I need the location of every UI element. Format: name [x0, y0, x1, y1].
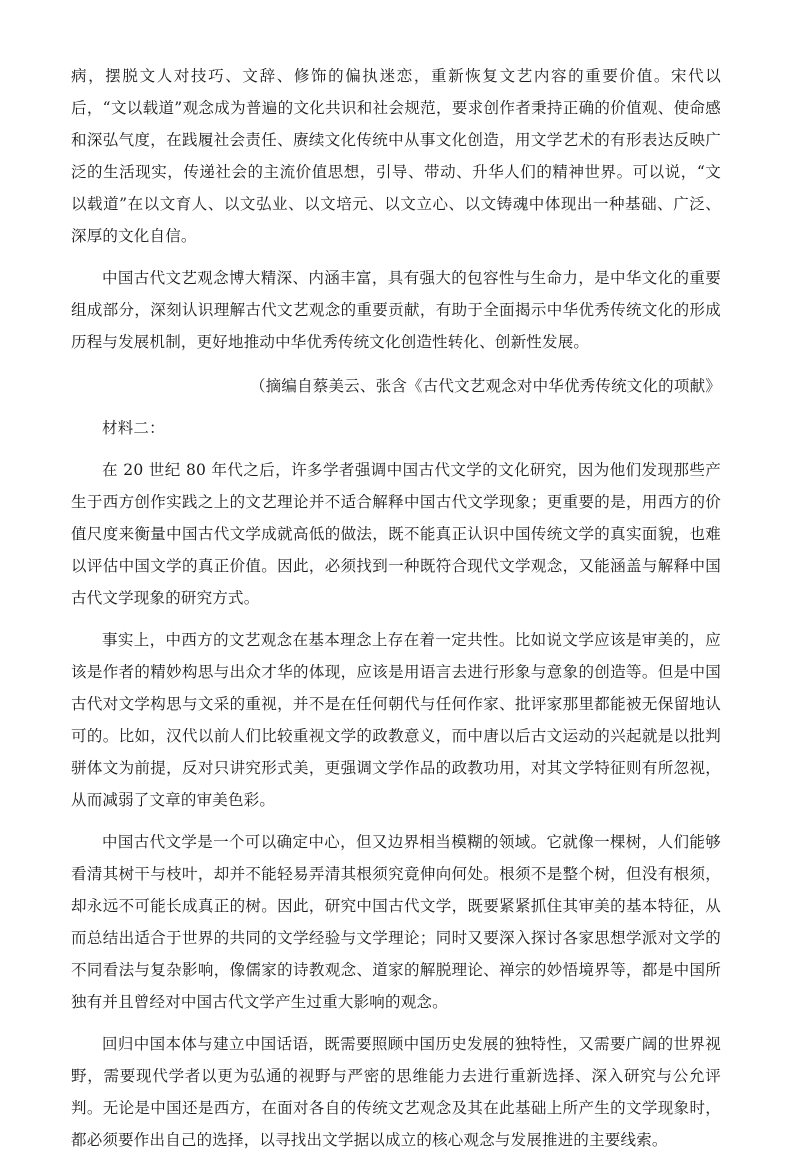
paragraph-summary: 中国古代文艺观念博大精深、内涵丰富，具有强大的包容性与生命力，是中华文化的重要组成部分，深刻认识理解古代文艺观念的重要贡献，有助于全面揭示中华优秀传统文化的形成历程与发展机制，更好地推动中华优秀传统文化创造性转化、创新性发展。	[71, 269, 721, 351]
paragraph-chinese-discourse: 回归中国本体与建立中国话语，既需要照顾中国历史发展的独特性，又需要广阔的世界视野，需要现代学者以更为弘通的视野与严密的思维能力去进行重新选择、深入研究与公允评判。无论是中国还是西方，在面对各自的传统文艺观念及其在此基础上所产生的文学现象时，都必须要作出自己的选择，以寻找出文学据以成立的核心观念与发展推进的主要线索。	[71, 1035, 721, 1149]
paragraph-research-method: 在 20 世纪 80 年代之后，许多学者强调中国古代文学的文化研究，因为他们发现那些产生于西方创作实践之上的文艺理论并不适合解释中国古代文学现象；更重要的是，用西方的价值尺度来衡量中国古代文学成就高低的做法，既不能真正认识中国传统文学的真实面貌，也难以评估中国文学的真正价值。因此，必须找到一种既符合现代文学观念，又能涵盖与解释中国古代文学现象的研究方式。	[71, 461, 721, 607]
source-citation: （摘编自蔡美云、张含《古代文艺观念对中华优秀传统文化的项献》	[249, 377, 721, 395]
paragraph-tree-metaphor: 中国古代文学是一个可以确定中心，但又边界相当模糊的领域。它就像一棵树，人们能够看清其树干与枝叶，却并不能轻易弄清其根须究竟伸向何处。根须不是整个树，但没有根须，却永远不可能长成真正的树。因此，研究中国古代文学，既要紧紧抓住其审美的基本特征，从而总结出适合于世界的共同的文学经验与文学理论；同时又要深入探讨各家思想学派对文学的不同看法与复杂影响，像儒家的诗教观念、道家的解脱理论、禅宗的妙悟境界等，都是中国所独有并且曾经对中国古代文学产生过重大影响的观念。	[71, 833, 721, 1011]
paragraph-common-ground: 事实上，中西方的文艺观念在基本理念上存在着一定共性。比如说文学应该是审美的，应该是作者的精妙构思与出众才华的体现，应该是用语言去进行形象与意象的创造等。但是中国古代对文学构思与文采的重视，并不是在任何朝代与任何作家、批评家那里都能被无保留地认可的。比如，汉代以前人们比较重视文学的政教意义，而中唐以后古文运动的兴起就是以批判骈体文为前提，反对只讲究形式美，更强调文学作品的政教功用，对其文学特征则有所忽视，从而减弱了文章的审美色彩。	[71, 631, 721, 809]
section-heading-material-two: 材料二：	[102, 419, 165, 437]
document-page	[71, 60, 721, 1156]
paragraph-wenyizaidao-conclusion: 病，摆脱文人对技巧、文辞、修饰的偏执迷恋，重新恢复文艺内容的重要价值。宋代以后，“文以载道”观念成为普遍的文化共识和社会规范，要求创作者秉持正确的价值观、使命感和深弘气度，在践履社会责任、赓续文化传统中从事文化创造，用文学艺术的有形表达反映广泛的生活现实，传递社会的主流价值思想，引导、带动、升华人们的精神世界。可以说，“文以载道”在以文育人、以文弘业、以文培元、以文立心、以文铸魂中体现出一种基础、广泛、深厚的文化自信。	[71, 67, 721, 245]
